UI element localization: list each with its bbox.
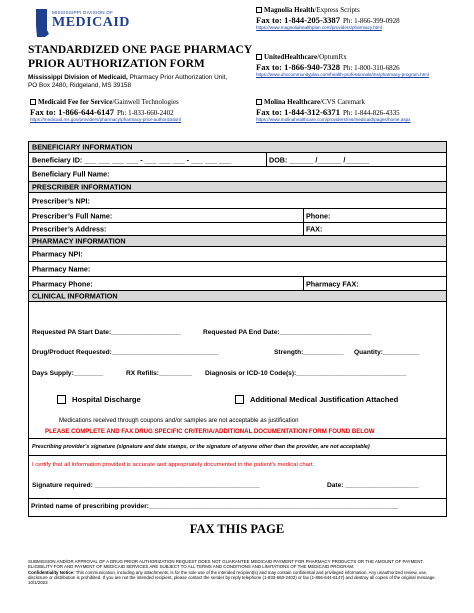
beneficiary-id-field[interactable]: Beneficiary ID: ___ ___ ___ ___ - ___ ___ ___ - ___ ___ ___ <box>32 155 232 164</box>
signature-date-field[interactable]: Date: ____________________ <box>327 482 419 489</box>
mississippi-state-icon <box>34 8 50 38</box>
coupons-note: Medications received through coupons and/or samples are not acceptable as justification <box>59 417 299 424</box>
link-molina[interactable]: https://www.molinahealthcare.com/providers/ms/medicaid/pages/home.aspx <box>256 117 411 122</box>
red-notice: PLEASE COMPLETE AND FAX DRUG SPECIFIC CRITERIA/ADDITIONAL DOCUMENTATION FORM FOUND BELOW <box>45 428 375 435</box>
carrier-medicaid-ffs: Medicaid Fee for Service/Gainwell Technologies Fax to: 1-866-644-6147 Ph: 1-833-660-2402 https://medicaid.ms.gov/providers/pharmacy/pharmacy-prior-authorization/ <box>30 98 182 122</box>
prescriber-fax-field[interactable]: FAX: <box>306 224 323 234</box>
signature-note-border <box>29 455 446 456</box>
strength-field[interactable]: Strength:___________ <box>274 349 344 356</box>
mailing-address: Mississippi Division of Medicaid, Pharmacy Prior Authorization Unit, PO Box 2480, Ridgeland, MS 39158 <box>28 74 228 90</box>
checkbox-magnolia[interactable] <box>256 7 262 13</box>
row-prescriber-address[interactable]: Prescriber’s Address: FAX: <box>29 223 446 236</box>
hospital-discharge-option[interactable]: Hospital Discharge <box>57 395 141 404</box>
logo-line2: MEDICAID <box>52 15 130 30</box>
form-title-line1: STANDARDIZED ONE PAGE PHARMACY <box>28 44 253 56</box>
section-pharmacy: PHARMACY INFORMATION <box>29 236 446 247</box>
row-beneficiary-name[interactable]: Beneficiary Full Name: <box>29 167 446 182</box>
signature-top-border <box>29 438 446 439</box>
days-supply-field[interactable]: Days Supply:________ <box>32 370 104 377</box>
section-prescriber: PRESCRIBER INFORMATION <box>29 182 446 193</box>
prescriber-phone-field[interactable]: Phone: <box>306 211 331 220</box>
fax-this-page-heading: FAX THIS PAGE <box>189 522 285 536</box>
diagnosis-field[interactable]: Diagnosis or ICD-10 Code(s):______________________________ <box>205 370 407 377</box>
dob-field[interactable]: DOB: ______ /______ /______ <box>269 155 370 164</box>
section-beneficiary: BENEFICIARY INFORMATION <box>29 142 446 153</box>
row-pharmacy-phone[interactable]: Pharmacy Phone: Pharmacy FAX: <box>29 277 446 291</box>
pa-start-date-field[interactable]: Requested PA Start Date:___________________ <box>32 329 181 336</box>
checkbox-medicaid-ffs[interactable] <box>30 99 36 105</box>
med-justification-option[interactable]: Additional Medical Justification Attached <box>235 395 398 404</box>
carrier-magnolia: Magnolia Health/Express Scripts Fax to: 1-844-205-3387 Ph: 1-866-399-0928 https://www.magnoliahealthplan.com/providers/pharmacy.html <box>256 6 400 30</box>
logo-line1: MISSISSIPPI DIVISION OF <box>52 10 114 15</box>
rx-refills-field[interactable]: RX Refills:_________ <box>126 370 192 377</box>
signature-field[interactable]: Signature required: _____________________________________________ <box>32 482 260 489</box>
link-magnolia[interactable]: https://www.magnoliahealthplan.com/providers/pharmacy.html <box>256 25 382 30</box>
footer-disclaimer: SUBMISSION AND/OR APPROVAL OF A DRUG PRIOR AUTHORIZATION REQUEST DOES NOT GUARANTEE MEDICAID PAYMENT FOR PHARMACY PRODUCTS OR THE AMOUNT OF PAYMENT. ELIGIBILITY FOR AND PAYMENT OF MEDICAID SERVICES ARE SUBJECT TO ALL TERMS AND CONDITIONS AND LIMITATIONS OF THE MEDICAID PROGRAM. Confidentiality Notice: This communication, including any attachments, is for the sole use of the intended recipient(s) and may contain confidential and privileged information. Any unauthorized review, use, disclosure or distribution is prohibited. If you are not the intended recipient, please contact the sender by reply telephone (1-833-660-2402) or fax (1-866-644-6147) and destroy all copies of the original message. 10/1/2023 <box>28 559 447 585</box>
form-title-line2: PRIOR AUTHORIZATION FORM <box>28 58 205 70</box>
pharmacy-fax-field[interactable]: Pharmacy FAX: <box>306 279 359 288</box>
medicaid-logo <box>28 6 178 40</box>
row-prescriber-name[interactable]: Prescriber’s Full Name: Phone: <box>29 209 446 223</box>
row-beneficiary-id[interactable] <box>29 153 446 167</box>
carrier-molina: Molina Healthcare/CVS Caremark Fax to: 1-844-312-6371 Ph: 1-844-826-4335 https://www.molinahealthcare.com/providers/ms/medicaid/pages/home.aspx <box>256 98 411 122</box>
drug-requested-field[interactable]: Drug/Product Requested:_____________________________ <box>32 349 219 356</box>
hospital-discharge-checkbox[interactable] <box>57 395 66 404</box>
printed-name-box <box>28 496 447 517</box>
printed-name-field[interactable]: Printed name of prescribing provider:____________________________________________________________________ <box>31 503 399 510</box>
certify-statement: I certify that all information provided is accurate and appropriately documented in the patient’s medical chart. <box>32 462 315 468</box>
carrier-unitedhealthcare: UnitedHealthcare/OptumRx Fax to: 1-866-940-7328 Ph: 1-800-310-6826 https://www.uhccommunityplan.com/health-professionals/ms/pharmacy-program.html <box>256 53 429 77</box>
row-pharmacy-npi[interactable]: Pharmacy NPI: <box>29 247 446 262</box>
pa-end-date-field[interactable]: Requested PA End Date:_________________________ <box>203 329 372 336</box>
checkbox-unitedhealthcare[interactable] <box>256 54 262 60</box>
checkbox-molina[interactable] <box>256 99 262 105</box>
section-clinical: CLINICAL INFORMATION <box>29 291 446 302</box>
signature-note: Prescribing provider’s signature (signature and date stamps, or the signature of anyone other than the provider, are not acceptable) <box>32 444 370 450</box>
link-medicaid-ffs[interactable]: https://medicaid.ms.gov/providers/pharmacy/pharmacy-prior-authorization/ <box>30 117 182 122</box>
row-prescriber-npi[interactable]: Prescriber’s NPI: <box>29 193 446 209</box>
pa-form-table <box>28 141 447 499</box>
med-justification-checkbox[interactable] <box>235 395 244 404</box>
quantity-field[interactable]: Quantity:__________ <box>354 349 420 356</box>
row-pharmacy-name[interactable]: Pharmacy Name: <box>29 262 446 277</box>
version-date: 10/1/2023 <box>28 580 48 586</box>
link-unitedhealthcare[interactable]: https://www.uhccommunityplan.com/health-professionals/ms/pharmacy-program.html <box>256 72 429 77</box>
